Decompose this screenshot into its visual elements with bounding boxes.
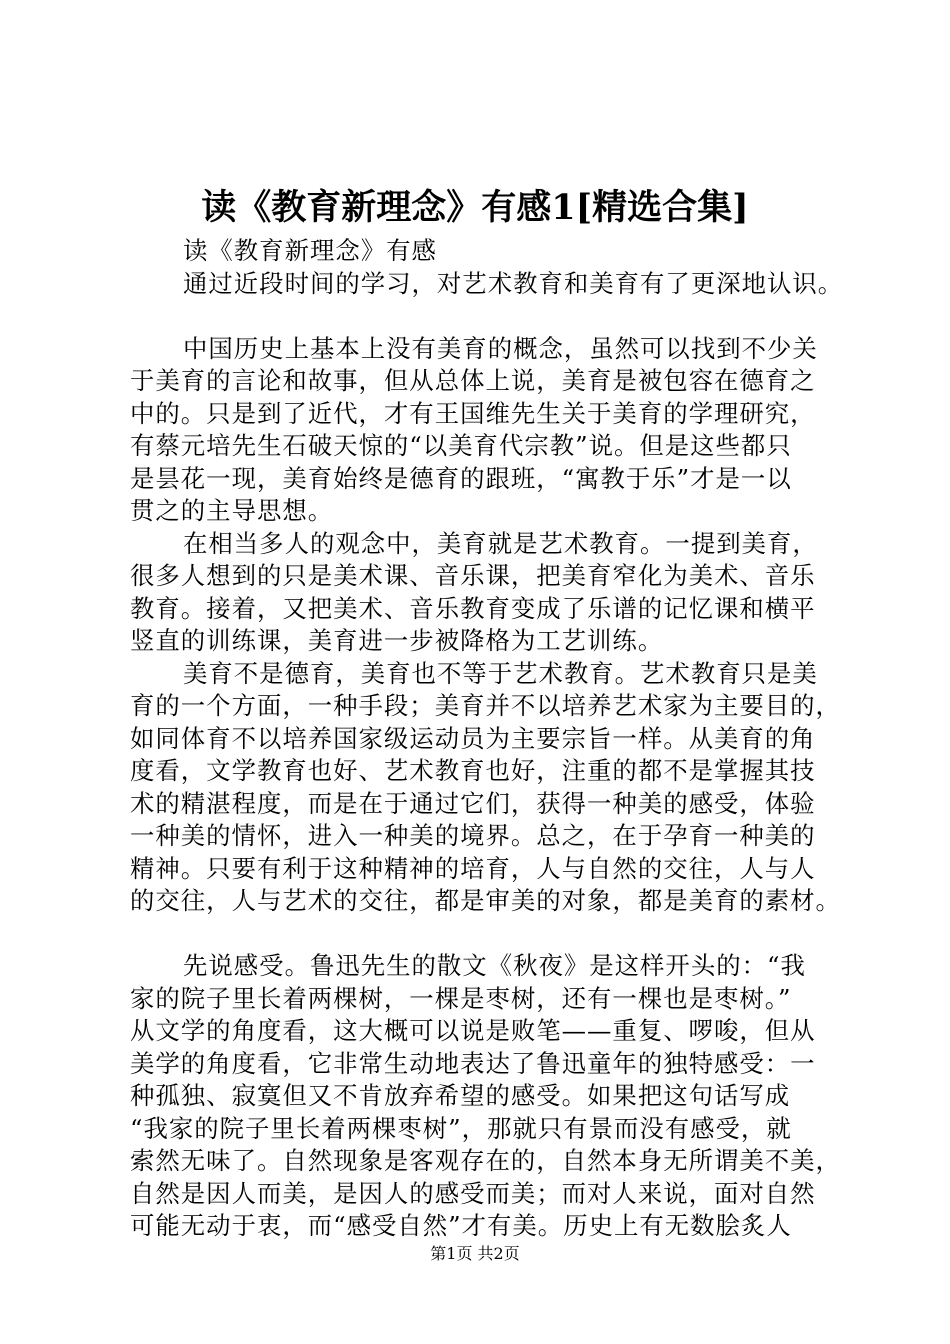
text-line: 的交往，人与艺术的交往，都是审美的对象，都是美育的素材。: [130, 886, 841, 915]
text-line: 于美育的言论和故事，但从总体上说，美育是被包容在德育之: [130, 366, 816, 395]
text-line: “我家的院子里长着两棵枣树”，那就只有景而没有感受，就: [130, 1113, 792, 1143]
page-footer: 第1页 共2页: [430, 1244, 520, 1263]
document-subtitle: 读《教育新理念》有感: [183, 236, 437, 265]
text-line: 度看，文学教育也好、艺术教育也好，注重的都不是掌握其技: [130, 756, 816, 785]
text-line: 美学的角度看，它非常生动地表达了鲁迅童年的独特感受：一: [130, 1048, 816, 1078]
paragraph-gap: [130, 918, 830, 951]
paragraph-1: [130, 333, 830, 528]
text-line: 有蔡元培先生石破天惊的“以美育代宗教”说。但是这些都只: [130, 431, 792, 460]
paragraph-4: [130, 950, 841, 1243]
text-line: 可能无动于衷，而“感受自然”才有美。历史上有无数脍炙人: [130, 1211, 792, 1240]
text-line: 先说感受。鲁迅先生的散文《秋夜》是这样开头的：“我: [183, 951, 806, 980]
text-line: 中的。只是到了近代，才有王国维先生关于美育的学理研究，: [130, 398, 816, 428]
text-line: 索然无味了。自然现象是客观存在的，自然本身无所谓美不美，: [130, 1146, 841, 1175]
text-line: 一种美的情怀，进入一种美的境界。总之，在于孕育一种美的: [130, 821, 816, 850]
paragraph-gap: [130, 300, 830, 333]
text-line: 是昙花一现，美育始终是德育的跟班，“寓教于乐”才是一以: [130, 463, 792, 493]
text-line: 竖直的训练课，美育进一步被降格为工艺训练。: [130, 626, 664, 655]
text-line: 贯之的主导思想。: [130, 496, 334, 525]
text-line: 中国历史上基本上没有美育的概念，虽然可以找到不少关: [183, 333, 818, 363]
text-line: 自然是因人而美，是因人的感受而美；而对人来说，面对自然: [130, 1178, 816, 1208]
text-line: 精神。只要有利于这种精神的培育，人与自然的交往，人与人: [130, 853, 816, 883]
text-line: 美育不是德育，美育也不等于艺术教育。艺术教育只是美: [183, 658, 818, 688]
text-line: 家的院子里长着两棵树，一棵是枣树，还有一棵也是枣树。”: [130, 983, 792, 1013]
paragraph-3: [130, 658, 841, 918]
text-line: 术的精湛程度，而是在于通过它们，获得一种美的感受，体验: [130, 788, 816, 818]
intro-line: 通过近段时间的学习，对艺术教育和美育有了更深地认识。: [183, 268, 844, 298]
paragraph-2: [130, 528, 830, 658]
text-line: 在相当多人的观念中，美育就是艺术教育。一提到美育，: [183, 528, 818, 558]
document-title: 读《教育新理念》有感1[精选合集]: [201, 187, 749, 228]
text-line: 如同体育不以培养国家级运动员为主要宗旨一样。从美育的角: [130, 723, 816, 753]
text-line: 很多人想到的只是美术课、音乐课，把美育窄化为美术、音乐: [130, 561, 816, 590]
text-line: 育的一个方面，一种手段；美育并不以培养艺术家为主要目的，: [130, 691, 841, 720]
text-line: 教育。接着，又把美术、音乐教育变成了乐谱的记忆课和横平: [130, 593, 816, 623]
text-line: 种孤独、寂寞但又不肯放弃希望的感受。如果把这句话写成: [130, 1081, 791, 1110]
document-body: [130, 235, 844, 1243]
text-line: 从文学的角度看，这大概可以说是败笔——重复、啰唆，但从: [130, 1016, 816, 1045]
